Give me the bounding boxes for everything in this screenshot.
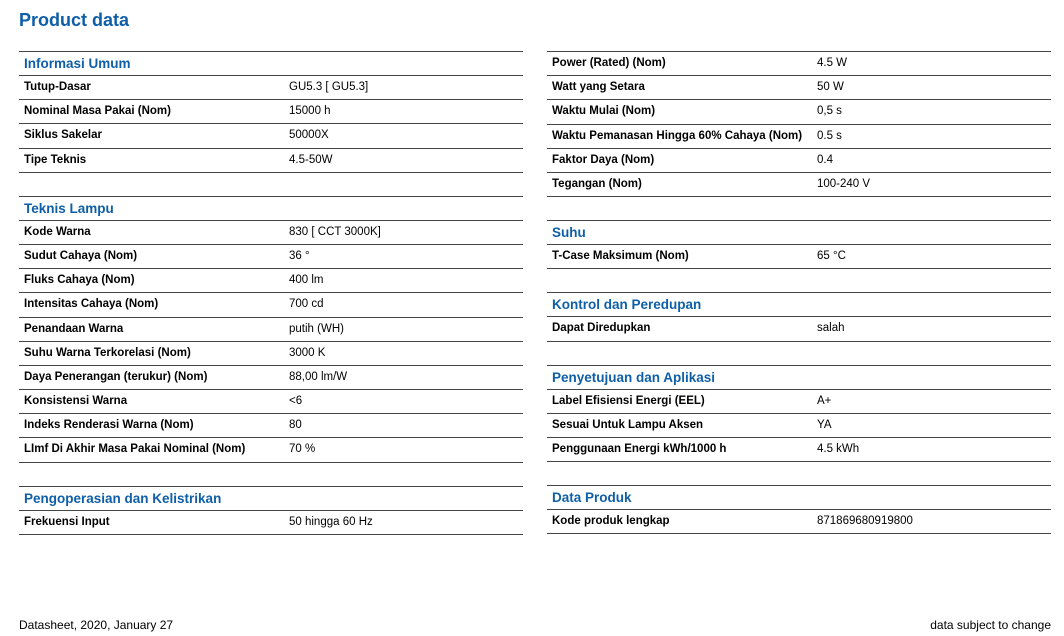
property-label: Waktu Pemanasan Hingga 60% Cahaya (Nom) (552, 129, 803, 142)
property-value: 4.5 W (817, 57, 848, 69)
property-value: 65 °C (817, 250, 846, 263)
table-row (547, 245, 1051, 269)
right-column (547, 51, 1051, 534)
table-row (19, 390, 523, 414)
table-row (19, 100, 523, 124)
table-row (19, 511, 523, 535)
property-label: Dapat Diredupkan (552, 322, 651, 335)
section-spacer (547, 269, 1051, 292)
property-value: 15000 h (289, 105, 331, 118)
section-title: Data Produk (547, 486, 1051, 510)
property-value: 0.5 s (817, 129, 842, 142)
section-title: Teknis Lampu (19, 197, 523, 221)
table-row (547, 76, 1051, 100)
table-row (19, 269, 523, 293)
property-value: 0,5 s (817, 105, 842, 118)
table-row (547, 125, 1051, 149)
table-row (19, 245, 523, 269)
property-value: 700 cd (289, 298, 324, 311)
table-row (547, 317, 1051, 341)
property-value: 871869680919800 (817, 515, 913, 528)
property-value: 3000 K (289, 346, 326, 359)
property-label: LImf Di Akhir Masa Pakai Nominal (Nom) (24, 443, 246, 456)
property-label: Tutup-Dasar (24, 81, 91, 93)
section-spacer (547, 462, 1051, 485)
table-row (547, 390, 1051, 414)
property-value: 4.5-50W (289, 153, 333, 166)
property-label: Intensitas Cahaya (Nom) (24, 298, 159, 311)
property-label: Frekuensi Input (24, 515, 110, 528)
section-spacer (19, 463, 523, 486)
property-value: 36 ° (289, 249, 310, 262)
section-title: Suhu (547, 221, 1051, 245)
property-value: putih (WH) (289, 322, 344, 335)
property-label: Watt yang Setara (552, 81, 645, 94)
section-spacer (547, 197, 1051, 220)
property-value: 4.5 kWh (817, 442, 860, 455)
section-suhu (547, 220, 1051, 269)
property-label: Waktu Mulai (Nom) (552, 105, 656, 118)
left-column (19, 51, 523, 535)
table-row (19, 318, 523, 342)
property-value: GU5.3 [ GU5.3] (289, 81, 369, 93)
table-row (19, 293, 523, 317)
table-row (19, 124, 523, 148)
property-label: Penandaan Warna (24, 322, 124, 335)
property-label: Fluks Cahaya (Nom) (24, 274, 135, 287)
property-value: YA (817, 418, 832, 431)
property-label: Faktor Daya (Nom) (552, 153, 655, 166)
property-label: Daya Penerangan (terukur) (Nom) (24, 370, 208, 383)
property-label: Konsistensi Warna (24, 395, 128, 408)
table-row (547, 149, 1051, 173)
section-title: Penyetujuan dan Aplikasi (547, 366, 1051, 390)
section-power (547, 51, 1051, 197)
property-value: 400 lm (289, 274, 324, 287)
section-title: Kontrol dan Peredupan (547, 293, 1051, 317)
table-row (19, 438, 523, 462)
property-label: Label Efisiensi Energi (EEL) (552, 394, 705, 407)
property-label: Penggunaan Energi kWh/1000 h (552, 442, 727, 455)
table-row (19, 221, 523, 245)
property-value: 50000X (289, 129, 329, 142)
table-row (547, 52, 1051, 76)
property-label: Power (Rated) (Nom) (552, 57, 666, 69)
section-spacer (547, 342, 1051, 365)
property-label: Siklus Sakelar (24, 129, 102, 142)
table-row (19, 414, 523, 438)
property-label: T-Case Maksimum (Nom) (552, 250, 689, 263)
section-teknis-lampu (19, 196, 523, 463)
property-value: 50 hingga 60 Hz (289, 515, 373, 528)
table-row (19, 342, 523, 366)
property-value: 100-240 V (817, 177, 871, 190)
section-title: Informasi Umum (19, 52, 523, 76)
section-informasi-umum (19, 51, 523, 173)
property-value: 0.4 (817, 153, 833, 166)
section-pengoperasian-dan-kelistrikan (19, 486, 523, 535)
table-row (19, 76, 523, 100)
table-row (19, 366, 523, 390)
property-label: Sesuai Untuk Lampu Aksen (552, 418, 704, 431)
footer-date: Datasheet, 2020, January 27 (19, 618, 174, 632)
table-row (547, 414, 1051, 438)
table-row (547, 438, 1051, 462)
section-spacer (19, 173, 523, 196)
property-label: Kode produk lengkap (552, 515, 670, 528)
property-value: 70 % (289, 443, 316, 456)
table-row (547, 173, 1051, 197)
property-label: Kode Warna (24, 225, 91, 238)
property-value: salah (817, 322, 845, 335)
property-value: 50 W (817, 81, 844, 94)
property-label: Indeks Renderasi Warna (Nom) (24, 419, 194, 432)
property-label: Suhu Warna Terkorelasi (Nom) (24, 346, 191, 359)
property-label: Sudut Cahaya (Nom) (24, 249, 138, 262)
table-row (547, 510, 1051, 534)
section-penyetujuan-dan-aplikasi (547, 365, 1051, 463)
section-title: Pengoperasian dan Kelistrikan (19, 487, 523, 511)
property-label: Nominal Masa Pakai (Nom) (24, 105, 171, 118)
table-row (19, 149, 523, 173)
property-value: A+ (817, 394, 832, 407)
table-row (547, 100, 1051, 124)
property-label: Tegangan (Nom) (552, 177, 642, 190)
property-value: 88,00 lm/W (289, 370, 348, 383)
section-data-produk (547, 485, 1051, 534)
section-kontrol-dan-peredupan (547, 292, 1051, 341)
property-value: <6 (289, 395, 303, 408)
property-value: 80 (289, 419, 302, 432)
property-label: Tipe Teknis (24, 153, 87, 166)
property-value: 830 [ CCT 3000K] (289, 225, 381, 238)
footer-disclaimer: data subject to change (930, 618, 1051, 632)
page-title: Product data (19, 10, 130, 30)
